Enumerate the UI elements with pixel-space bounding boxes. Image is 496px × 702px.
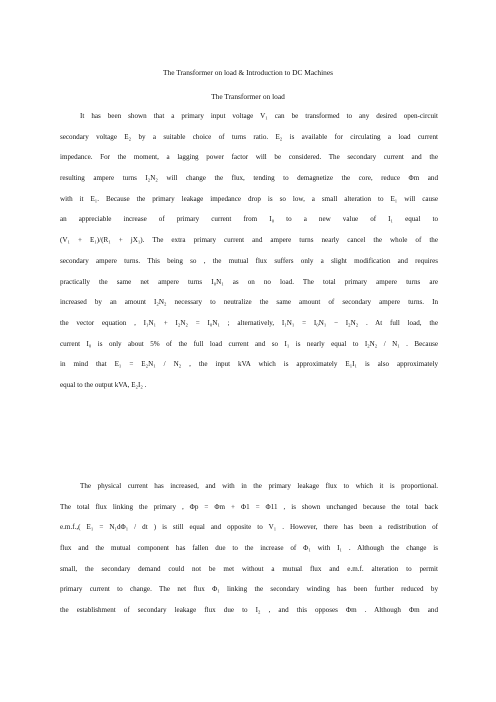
text-line: in mind that E₁ = E₂N₁ / N₂ , the input kVA which is approximately E₁I₁ is also approximately: [60, 360, 438, 369]
text-line: practically the same net ampere turns I₀N₁ as on no load. The total primary ampere turns are: [60, 277, 438, 286]
paragraph-2: [60, 476, 438, 621]
text-line: an appreciable increase of primary current from I₀ to a new value of I₁ equal to: [60, 215, 438, 224]
text-line: equal to the output kVA, E₂I₂ .: [60, 380, 147, 389]
text-line: secondary voltage E₂ by a suitable choice of turns ratio. E₂ is available for circulating a load current: [60, 132, 438, 141]
section-heading: The Transformer on load: [211, 92, 285, 101]
text-line: primary current to change. The net flux Φ₁ linking the secondary winding has been further reduced by: [60, 585, 438, 594]
text-line: flux and the mutual component has fallen due to the increase of Φ₁ with I₁ . Although the change is: [60, 544, 438, 553]
text-line: (V₁ + E₁)/(R₁ + jX₁). The extra primary current and ampere turns nearly cancel the whole of the: [60, 236, 438, 245]
text-line: increased by an amount I₂N₂ necessary to neutralize the same amount of secondary ampere turns. In: [60, 298, 438, 307]
text-line: with it E₁. Because the primary leakage impedance drop is so low, a small alteration to E₁ will cause: [60, 194, 438, 203]
text-line: e.m.f.,( E₁ = N₁dΦ₁ / dt ) is still equal and opposite to V₁ . However, there has been a redistribution of: [60, 523, 438, 532]
text-line: secondary ampere turns. This being so , the mutual flux suffers only a slight modification and requires: [60, 256, 438, 265]
text-line: the establishment of secondary leakage flux due to I₂ , and this opposes Φm . Although Φm and: [60, 606, 438, 615]
paragraph-1: [60, 106, 438, 396]
text-line: impedance. For the moment, a lagging power factor will be considered. The secondary current and the: [60, 153, 438, 162]
text-line: It has been shown that a primary input voltage V₁ can be transformed to any desired open-circuit: [80, 112, 438, 120]
text-line: small, the secondary demand could not be met without a mutual flux and e.m.f. alteration to permit: [60, 564, 438, 573]
text-line: The physical current has increased, and with in the primary leakage flux to which it is proportional.: [80, 482, 438, 490]
text-line: The total flux linking the primary , Φp = Φm + Φ1 = Φ11 , is shown unchanged because the total back: [60, 502, 438, 511]
text-line: resulting ampere turns I₂N₂ will change the flux, tending to demagnetize the core, reduce Φm and: [60, 174, 438, 183]
document-title: The Transformer on load & Introduction to DC Machines: [163, 68, 333, 77]
text-line: the vector equation , I₁N₁ + I₂N₂ = I₀N₁ ; alternatively, I₁N₁ = I₀N₁ − I₂N₂ . At full load, the: [60, 318, 438, 327]
text-line: current I₀ is only about 5% of the full load current and so I₁ is nearly equal to I₂N₂ / N₁ . Because: [60, 339, 438, 348]
